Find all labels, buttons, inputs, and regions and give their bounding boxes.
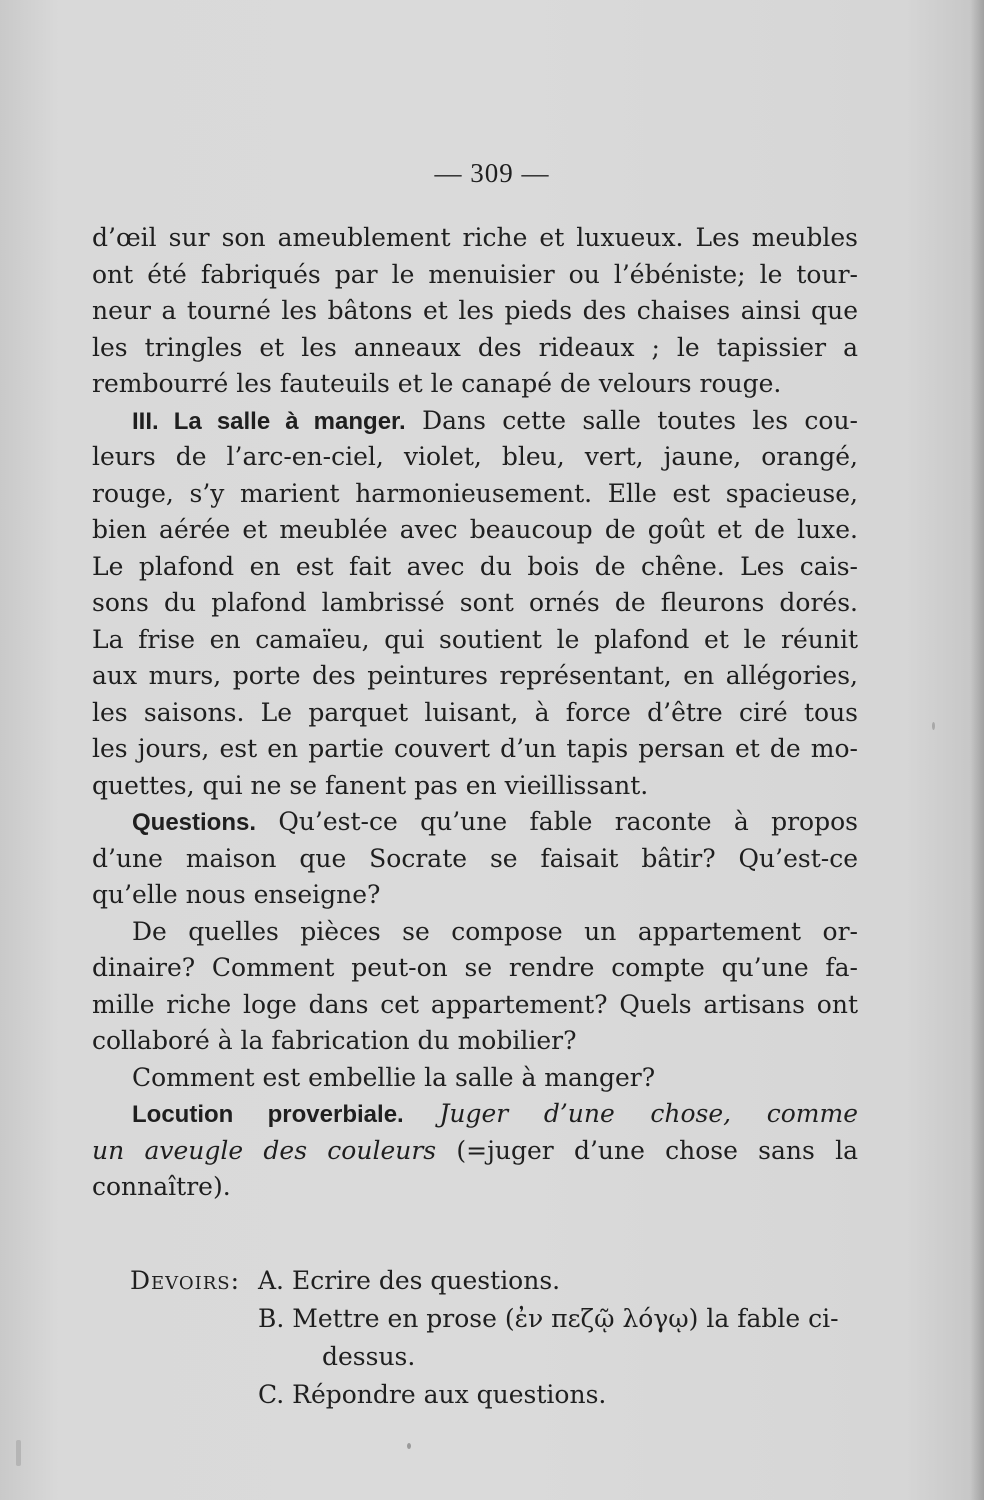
proverb-italic: un aveugle des couleurs [92,1135,437,1165]
homework-item-c: C. Répondre aux questions. [258,1380,607,1409]
homework-row [130,1376,860,1414]
text-line: les jours, est en partie couvert d’un tapis persan et de mo- [92,734,858,763]
homework-row [130,1338,860,1376]
homework-item-a: A. Ecrire des questions. [258,1266,561,1295]
text-line: La frise en camaïeu, qui soutient le plafond et le réunit [92,624,858,654]
proverb-heading: Locution proverbiale. [132,1101,404,1128]
text-line [92,1133,858,1170]
text-line: les saisons. Le parquet luisant, à force d’être ciré tous [92,697,858,727]
page-edge-shadow [970,0,984,1500]
homework-row [130,1300,860,1338]
body-text [92,220,858,1206]
text-fragment: Dans cette salle toutes les cou- [405,405,858,435]
homework-item-b: B. Mettre en prose (ἐν πεζῷ λόγῳ) la fable ci- [258,1304,839,1333]
text-line: sons du plafond lambrissé sont ornés de fleurons dorés. [92,588,858,617]
text-line: connaître). [92,1172,231,1201]
section-heading-line [92,403,858,440]
text-line: dinaire? Comment peut-on se rendre compte qu’une fa- [92,953,858,982]
homework-row [130,1262,860,1300]
homework-label: Devoirs: [130,1266,241,1295]
page-number: — 309 — [434,158,550,188]
text-line: bien aérée et meublée avec beaucoup de goût et de luxe. [92,515,858,544]
questions-heading-line [92,804,858,841]
text-line: Le plafond en est fait avec du bois de chêne. Les cais- [92,551,858,581]
text-line: collaboré à la fabrication du mobilier? [92,1026,577,1055]
text-line: qu’elle nous enseigne? [92,880,381,909]
text-line: neur a tourné les bâtons et les pieds des chaises ainsi que [92,296,858,325]
text-line: De quelles pièces se compose un appartement or- [132,916,858,946]
text-fragment: (=juger d’une chose sans la [436,1135,859,1165]
text-line: aux murs, porte des peintures représentant, en allégories, [92,661,858,690]
text-line: les tringles et les anneaux des rideaux ; le tapissier a [92,332,858,362]
proverb-italic: Juger d’une chose, comme [403,1099,859,1128]
text-line: d’une maison que Socrate se faisait bâtir? Qu’est-ce [92,843,858,873]
text-line: ont été fabriqués par le menuisier ou l’ébéniste; le tour- [92,259,858,289]
text-line: mille riche loge dans cet appartement? Quels artisans ont [92,989,858,1019]
text-fragment: Qu’est-ce qu’une fable raconte à propos [256,807,858,836]
paper-speck [16,1440,21,1466]
text-line: rembourré les fauteuils et le canapé de velours rouge. [92,369,782,398]
text-line: Comment est embellie la salle à manger? [132,1062,656,1092]
text-line: leurs de l’arc-en-ciel, violet, bleu, vert, jaune, orangé, [92,442,858,471]
homework-item-b-continuation: dessus. [322,1342,416,1371]
proverb-heading-line [92,1096,858,1133]
paper-speck [407,1443,411,1449]
questions-heading: Questions. [132,809,257,836]
text-line: d’œil sur son ameublement riche et luxueux. Les meubles [92,223,858,252]
homework-block [130,1262,860,1414]
text-line: rouge, s’y marient harmonieusement. Elle est spacieuse, [92,478,858,508]
paper-speck [932,722,935,730]
text-line: quettes, qui ne se fanent pas en vieillissant. [92,770,649,800]
section-heading: III. La salle à manger. [132,407,406,435]
